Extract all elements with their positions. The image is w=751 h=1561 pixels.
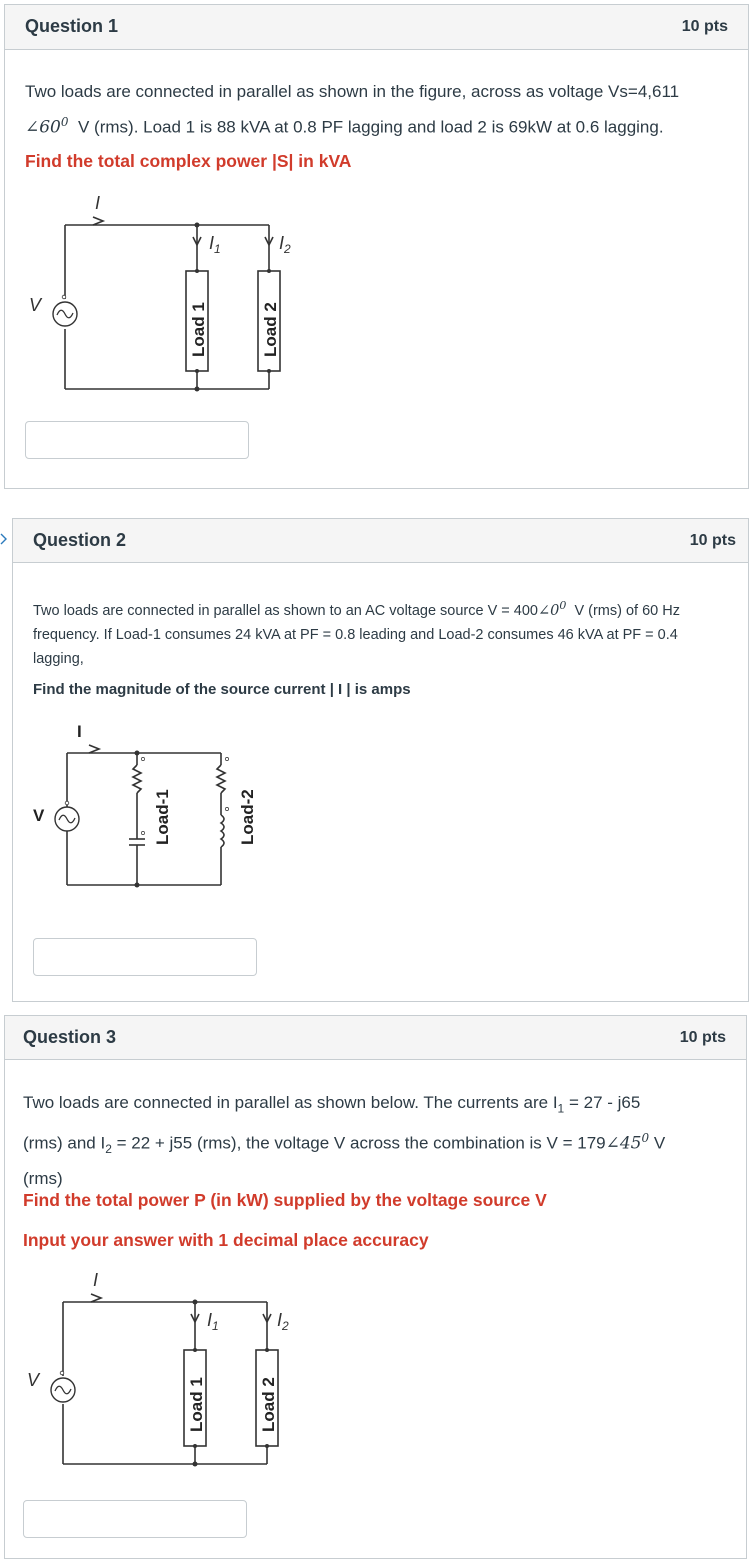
question-3-header (5, 1016, 746, 1060)
load-1-label: Load-1 (153, 789, 172, 845)
question-3-title: Question 3 (23, 1027, 117, 1047)
current-label-i: I (93, 1270, 99, 1290)
question-3-line-1: Two loads are connected in parallel as shown below. The currents are $I_1 = 27 - j65$ (23, 1093, 641, 1116)
load-2-label: Load-2 (238, 789, 257, 845)
voltage-label-v: V (27, 1370, 40, 1390)
question-1-points: 10 pts (681, 18, 728, 35)
current-label-i1: $I_1$ (207, 1310, 219, 1333)
question-3-line-3: (rms) (23, 1169, 63, 1189)
voltage-label-v: V (29, 295, 42, 315)
question-3-line-2: (rms) and $I_2 = 22 + j55$ (rms), the voltage V across the combination is $V = 179\angle 45^0$ V (23, 1131, 666, 1157)
current-label-i: I (77, 722, 82, 741)
question-2-circuit (31, 715, 271, 895)
load-1-label: Load 1 (187, 1377, 206, 1432)
question-1-line-1: Two loads are connected in parallel as shown in the figure, across as voltage Vs=4,611 (25, 82, 680, 101)
question-1-prompt: Find the total complex power |S| in kVA (25, 151, 352, 171)
question-2-line-3: lagging, (33, 650, 84, 667)
question-2-answer-input[interactable] (33, 938, 257, 976)
question-2-line-2: frequency. If Load-1 consumes 24 kVA at PF = 0.8 leading and Load-2 consumes 46 kVA at PF = 0.4 (33, 626, 678, 643)
question-1-card (4, 4, 749, 489)
question-2-prompt: Find the magnitude of the source current | I | is amps (33, 681, 411, 698)
question-3-circuit (21, 1266, 321, 1476)
question-3-answer-input[interactable] (23, 1500, 247, 1538)
current-label-i: I (95, 193, 101, 213)
question-1-title: Question 1 (25, 16, 119, 36)
question-1-header (5, 5, 748, 50)
load-2-label: Load 2 (261, 302, 280, 357)
question-3-prompt-1: Find the total power P (in kW) supplied by the voltage source V (23, 1190, 547, 1210)
question-3-card (4, 1015, 747, 1559)
current-label-i2: $I_2$ (277, 1310, 289, 1333)
question-2-title: Question 2 (33, 530, 127, 550)
voltage-label-v: V (33, 806, 45, 825)
current-label-i2: $I_2$ (279, 233, 291, 256)
question-2-points: 10 pts (689, 532, 736, 549)
load-1-label: Load 1 (189, 302, 208, 357)
question-3-points: 10 pts (679, 1029, 726, 1046)
current-label-i1: $I_1$ (209, 233, 221, 256)
load-2-label: Load 2 (259, 1377, 278, 1432)
question-3-prompt-2: Input your answer with 1 decimal place accuracy (23, 1230, 429, 1250)
question-2-line-1: Two loads are connected in parallel as shown to an AC voltage source $V = 400\angle 0^0$ V (rms) of 60 Hz (33, 599, 680, 619)
question-1-circuit (21, 187, 321, 407)
question-2-header (13, 519, 748, 563)
question-3-text (23, 1088, 738, 1194)
question-2-text (33, 594, 738, 671)
collapse-chevron-icon[interactable] (0, 532, 8, 546)
question-1-answer-input[interactable] (25, 421, 249, 459)
question-2-card (12, 518, 749, 1002)
question-1-text (25, 77, 740, 143)
question-1-line-2: $\angle 60^0$ V (rms). Load 1 is 88 kVA at 0.8 PF lagging and load 2 is 69kW at 0.6 lagging. (25, 115, 664, 138)
